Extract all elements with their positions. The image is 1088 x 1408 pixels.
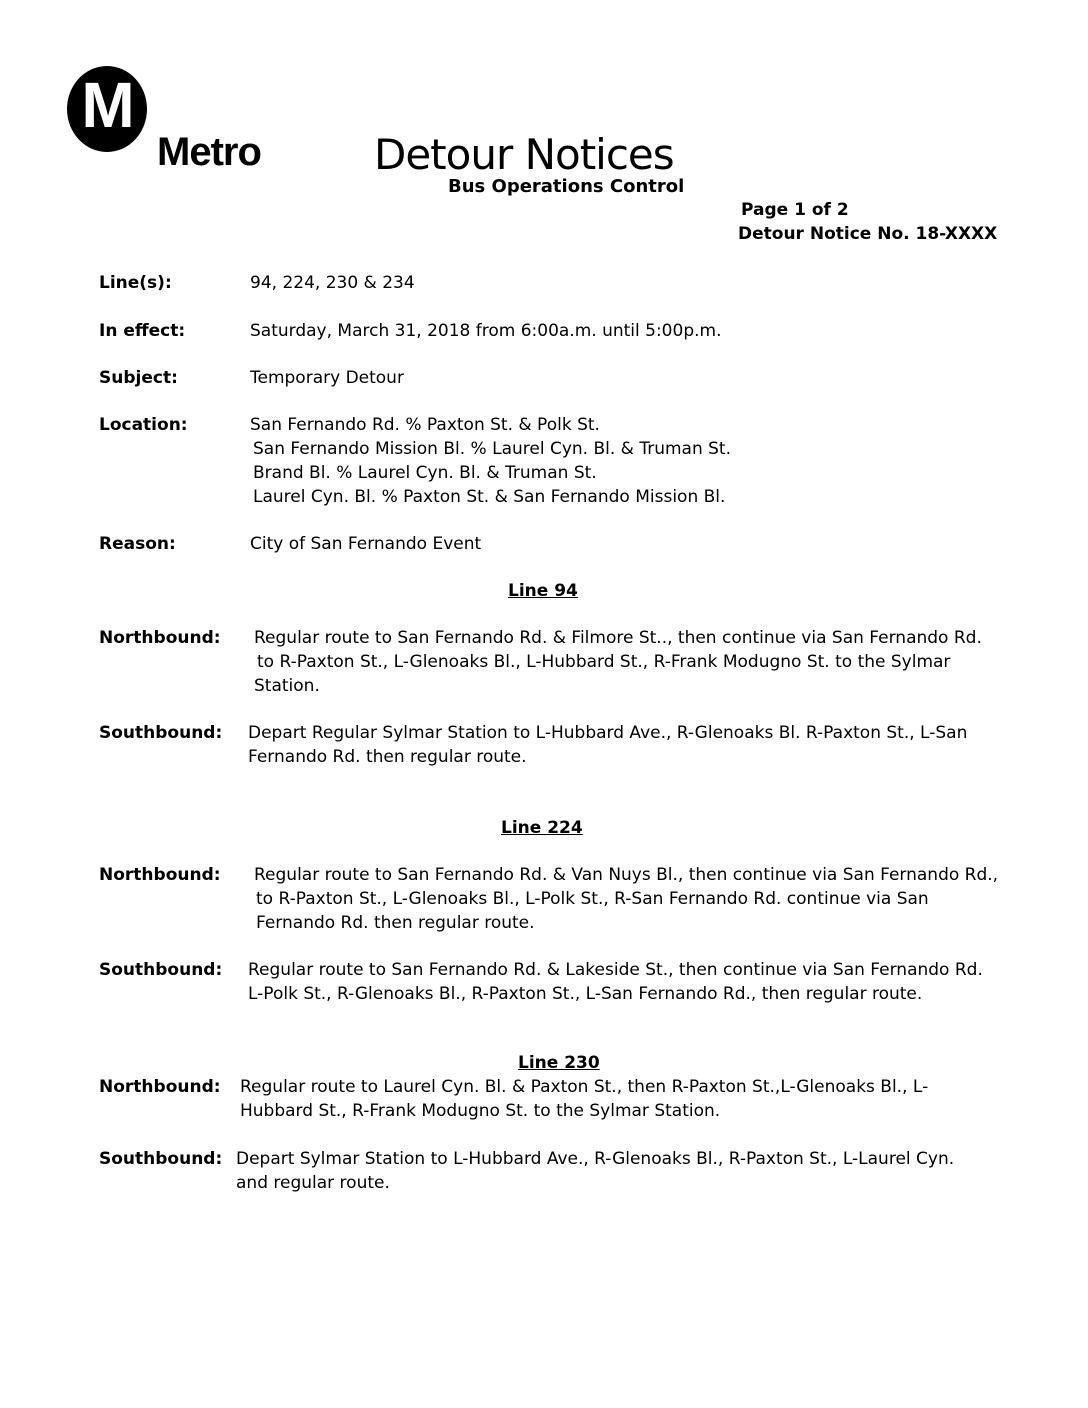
route-line: Regular route to San Fernando Rd. & Filmore St.., then continue via San Fernando Rd.	[254, 628, 982, 648]
route-line: Depart Sylmar Station to L-Hubbard Ave., R-Glenoaks Bl., R-Paxton St., L-Laurel Cyn.	[236, 1149, 955, 1169]
route-line: Regular route to San Fernando Rd. & Lakeside St., then continue via San Fernando Rd.	[248, 960, 983, 980]
southbound-label: Southbound:	[99, 960, 223, 980]
northbound-label: Northbound:	[99, 628, 221, 648]
location-line: Brand Bl. % Laurel Cyn. Bl. & Truman St.	[253, 463, 597, 483]
location-line: San Fernando Mission Bl. % Laurel Cyn. Bl. & Truman St.	[253, 439, 732, 459]
metro-logo	[67, 66, 147, 152]
notice-number: Detour Notice No. 18-XXXX	[738, 224, 998, 244]
route-line: to R-Paxton St., L-Glenoaks Bl., L-Hubbard St., R-Frank Modugno St. to the Sylmar	[257, 652, 951, 672]
route-line: Hubbard St., R-Frank Modugno St. to the Sylmar Station.	[240, 1101, 721, 1121]
route-line: L-Polk St., R-Glenoaks Bl., R-Paxton St., L-San Fernando Rd., then regular route.	[248, 984, 923, 1004]
location-label: Location:	[99, 415, 188, 435]
subject-value: Temporary Detour	[250, 368, 404, 388]
page-subtitle: Bus Operations Control	[448, 176, 685, 197]
section-heading-line-224: Line 224	[501, 818, 583, 838]
subject-label: Subject:	[99, 368, 178, 388]
route-line: Fernando Rd. then regular route.	[248, 747, 527, 767]
route-line: Regular route to San Fernando Rd. & Van Nuys Bl., then continue via San Fernando Rd.,	[254, 865, 999, 885]
northbound-label: Northbound:	[99, 865, 221, 885]
route-line: Regular route to Laurel Cyn. Bl. & Paxton St., then R-Paxton St.,L-Glenoaks Bl., L-	[240, 1077, 929, 1097]
page-info: Page 1 of 2	[741, 200, 849, 220]
page-title: Detour Notices	[374, 130, 674, 179]
brand-name: Metro	[157, 130, 261, 174]
lines-value: 94, 224, 230 & 234	[250, 273, 415, 293]
route-line: Depart Regular Sylmar Station to L-Hubbard Ave., R-Glenoaks Bl. R-Paxton St., L-San	[248, 723, 968, 743]
in-effect-value: Saturday, March 31, 2018 from 6:00a.m. until 5:00p.m.	[250, 321, 722, 341]
route-line: to R-Paxton St., L-Glenoaks Bl., L-Polk St., R-San Fernando Rd. continue via San	[256, 889, 929, 909]
lines-label: Line(s):	[99, 273, 172, 293]
route-line: Fernando Rd. then regular route.	[256, 913, 535, 933]
location-line: San Fernando Rd. % Paxton St. & Polk St.	[250, 415, 600, 435]
reason-label: Reason:	[99, 534, 176, 554]
section-heading-line-230: Line 230	[518, 1053, 600, 1073]
reason-value: City of San Fernando Event	[250, 534, 482, 554]
northbound-label: Northbound:	[99, 1077, 221, 1097]
in-effect-label: In effect:	[99, 321, 186, 341]
location-line: Laurel Cyn. Bl. % Paxton St. & San Fernando Mission Bl.	[253, 487, 726, 507]
route-line: Station.	[254, 676, 320, 696]
metro-logo-letter: M	[81, 69, 133, 141]
southbound-label: Southbound:	[99, 1149, 223, 1169]
route-line: and regular route.	[236, 1173, 390, 1193]
section-heading-line-94: Line 94	[508, 581, 578, 601]
southbound-label: Southbound:	[99, 723, 223, 743]
